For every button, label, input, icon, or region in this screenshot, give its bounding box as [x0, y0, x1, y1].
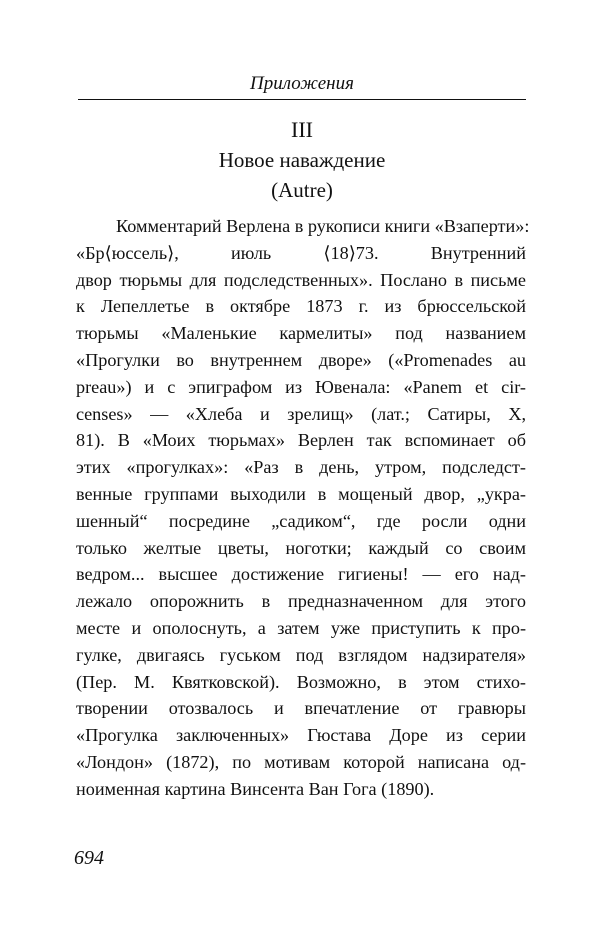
- section-subtitle: (Autre): [271, 178, 333, 202]
- text-line: ноименная картина Винсента Ван Гога (1890).: [76, 778, 435, 799]
- text-line: шенный“ посредине „садиком“, где росли одни: [76, 510, 526, 531]
- text-line: preau») и с эпиграфом из Ювенала: «Panem et cir-: [76, 376, 526, 397]
- text-line: гулке, двигаясь гуськом под взглядом надзирателя»: [76, 644, 526, 665]
- text-line: тюрьмы «Маленькие кармелиты» под названием: [76, 323, 526, 344]
- text-line: censes» — «Хлеба и зрелищ» (лат.; Сатиры, X,: [76, 403, 526, 424]
- text-line: двор тюрьмы для подследственных». Послано в письме: [76, 269, 526, 290]
- text-line: 81). В «Моих тюрьмах» Верлен так вспоминает об: [76, 430, 526, 451]
- header-rule: [78, 99, 526, 100]
- section-number: III: [291, 117, 313, 142]
- commentary-paragraph: [76, 213, 530, 803]
- text-line: лежало опорожнить в предназначенном для этого: [76, 591, 526, 612]
- text-line: (Пер. М. Квятковской). Возможно, в этом стихо-: [76, 671, 526, 692]
- text-line: Комментарий Верлена в рукописи книги «Взаперти»:: [116, 216, 530, 236]
- text-line: венные группами выходили в мощеный двор, „укра-: [76, 483, 526, 504]
- text-line: месте и ополоснуть, а затем уже приступить к про-: [76, 617, 526, 638]
- page-number: 694: [74, 847, 104, 869]
- text-line: «Прогулка заключенных» Гюстава Доре из серии: [76, 725, 526, 746]
- running-head: Приложения: [250, 73, 354, 94]
- text-line: «Прогулки во внутреннем дворе» («Promenades au: [76, 349, 526, 370]
- text-line: «Лондон» (1872), по мотивам которой написана од-: [76, 751, 526, 772]
- text-line: этих «прогулках»: «Раз в день, утром, подследст-: [76, 457, 526, 478]
- section-title: Новое наваждение: [218, 148, 386, 172]
- text-line: только желтые цветы, ноготки; каждый со своим: [76, 537, 526, 558]
- text-line: ведром... высшее достижение гигиены! — его над-: [76, 564, 526, 585]
- text-line: «Бр⟨юссель⟩, июль ⟨18⟩73. Внутренний: [76, 242, 526, 263]
- text-line: творении отозвалось и впечатление от гравюры: [76, 698, 526, 719]
- text-line: к Лепеллетье в октябре 1873 г. из брюссельской: [76, 296, 526, 317]
